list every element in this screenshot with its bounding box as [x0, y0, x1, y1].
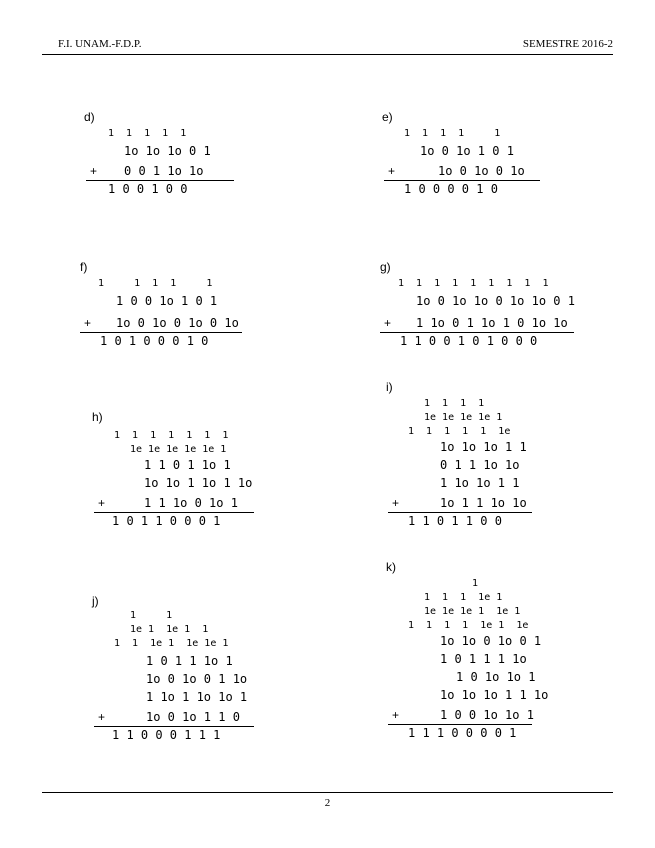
carry-row: 1 1 1 1 1 [108, 128, 187, 139]
carry-row: 1 1 1 1 1 1e [408, 426, 511, 437]
problem-label: j) [92, 594, 99, 608]
operand-row: 0 1 1 1o 1o [440, 458, 520, 472]
operand-row: 1o 1o 0 1o 0 1 [440, 634, 542, 648]
problem-k [386, 560, 556, 745]
operand-row: 1 0 1 1 1 1o [440, 652, 527, 666]
header-rule [42, 54, 613, 55]
plus-sign: + [98, 496, 106, 510]
plus-sign: + [388, 164, 396, 178]
problem-label: d) [84, 110, 95, 124]
operand-row: 1 1o 1o 1 1 [440, 476, 520, 490]
carry-row: 1 1 1 1 [424, 398, 485, 409]
carry-row: 1 1 1 1e 1 [424, 592, 503, 603]
problem-label: f) [80, 260, 88, 274]
plus-sign: + [392, 496, 400, 510]
operand-row: 1o 0 1o 0 1o 0 1o [116, 316, 239, 330]
sum-line [94, 726, 254, 727]
result-row: 1 1 0 0 1 0 1 0 0 0 [400, 334, 538, 348]
carry-row: 1e 1 1e 1 1 [130, 624, 209, 635]
operand-row: 1o 1o 1o 1 1 [440, 440, 527, 454]
result-row: 1 1 1 0 0 0 0 1 [408, 726, 517, 740]
operand-row: 1 0 1 1 1o 1 [146, 654, 233, 668]
carry-row: 1e 1e 1e 1e 1 [424, 412, 503, 423]
operand-row: 1 1o 0 1 1o 1 0 1o 1o [416, 316, 568, 330]
page-number: 2 [324, 797, 331, 809]
problem-d [84, 110, 244, 200]
operand-row: 1o 0 1o 1 0 1 [420, 144, 514, 158]
problem-g [380, 260, 580, 350]
plus-sign: + [84, 316, 92, 330]
carry-row: 1 1 [130, 610, 173, 621]
result-row: 1 1 0 0 0 1 1 1 [112, 728, 221, 742]
operand-row: 1o 1o 1o 1 1 1o [440, 688, 549, 702]
carry-row: 1 1 1 1 1 1 1 1 1 [398, 278, 549, 289]
carry-row: 1 1 1 1 1 [404, 128, 501, 139]
carry-row: 1 1 1e 1 1e 1e 1 [114, 638, 229, 649]
carry-row: 1e 1e 1e 1e 1e 1 [130, 444, 227, 455]
problem-label: h) [92, 410, 103, 424]
result-row: 1 0 0 1 0 0 [108, 182, 188, 196]
result-row: 1 1 0 1 1 0 0 [408, 514, 502, 528]
problem-j [92, 594, 262, 744]
footer-rule [42, 792, 613, 793]
operand-row: 1 1 1o 0 1o 1 [144, 496, 238, 510]
problem-e [382, 110, 552, 200]
operand-row: 1o 0 1o 1 1 0 [146, 710, 240, 724]
operand-row: 1o 1o 1 1o 1 1o [144, 476, 253, 490]
sum-line [94, 512, 254, 513]
problem-label: g) [380, 260, 391, 274]
sum-line [80, 332, 242, 333]
carry-row: 1 1 1 1 1 [98, 278, 213, 289]
operand-row: 1o 0 1o 0 1 1o [146, 672, 248, 686]
sum-line [388, 512, 532, 513]
carry-row: 1 1 1 1 1 1 1 [114, 430, 229, 441]
problem-label: e) [382, 110, 393, 124]
sum-line [86, 180, 234, 181]
result-row: 1 0 1 1 0 0 0 1 [112, 514, 221, 528]
result-row: 1 0 1 0 0 0 1 0 [100, 334, 209, 348]
sum-line [384, 180, 540, 181]
problem-i [386, 380, 556, 530]
operand-row: 1o 0 1o 0 1o [438, 164, 525, 178]
sum-line [388, 724, 532, 725]
operand-row: 1o 0 1o 1o 0 1o 1o 0 1 [416, 294, 575, 308]
problem-label: k) [386, 560, 396, 574]
plus-sign: + [392, 708, 400, 722]
header-right: SEMESTRE 2016-2 [522, 38, 613, 50]
plus-sign: + [90, 164, 98, 178]
operand-row: 1 1 0 1 1o 1 [144, 458, 231, 472]
operand-row: 1o 1 1 1o 1o [440, 496, 527, 510]
operand-row: 1o 1o 1o 0 1 [124, 144, 211, 158]
operand-row: 0 0 1 1o 1o [124, 164, 204, 178]
plus-sign: + [98, 710, 106, 724]
header-left: F.I. UNAM.-F.D.P. [58, 38, 142, 50]
operand-row: 1 0 1o 1o 1 [456, 670, 536, 684]
plus-sign: + [384, 316, 392, 330]
problem-f [80, 260, 260, 350]
result-row: 1 0 0 0 0 1 0 [404, 182, 498, 196]
carry-row: 1e 1e 1e 1 1e 1 [424, 606, 521, 617]
sum-line [380, 332, 574, 333]
operand-row: 1 0 0 1o 1 0 1 [116, 294, 218, 308]
carry-row: 1 [472, 578, 479, 589]
carry-row: 1 1 1 1 1e 1 1e [408, 620, 529, 631]
problem-h [92, 410, 262, 530]
problem-label: i) [386, 380, 393, 394]
operand-row: 1 0 0 1o 1o 1 [440, 708, 534, 722]
operand-row: 1 1o 1 1o 1o 1 [146, 690, 248, 704]
